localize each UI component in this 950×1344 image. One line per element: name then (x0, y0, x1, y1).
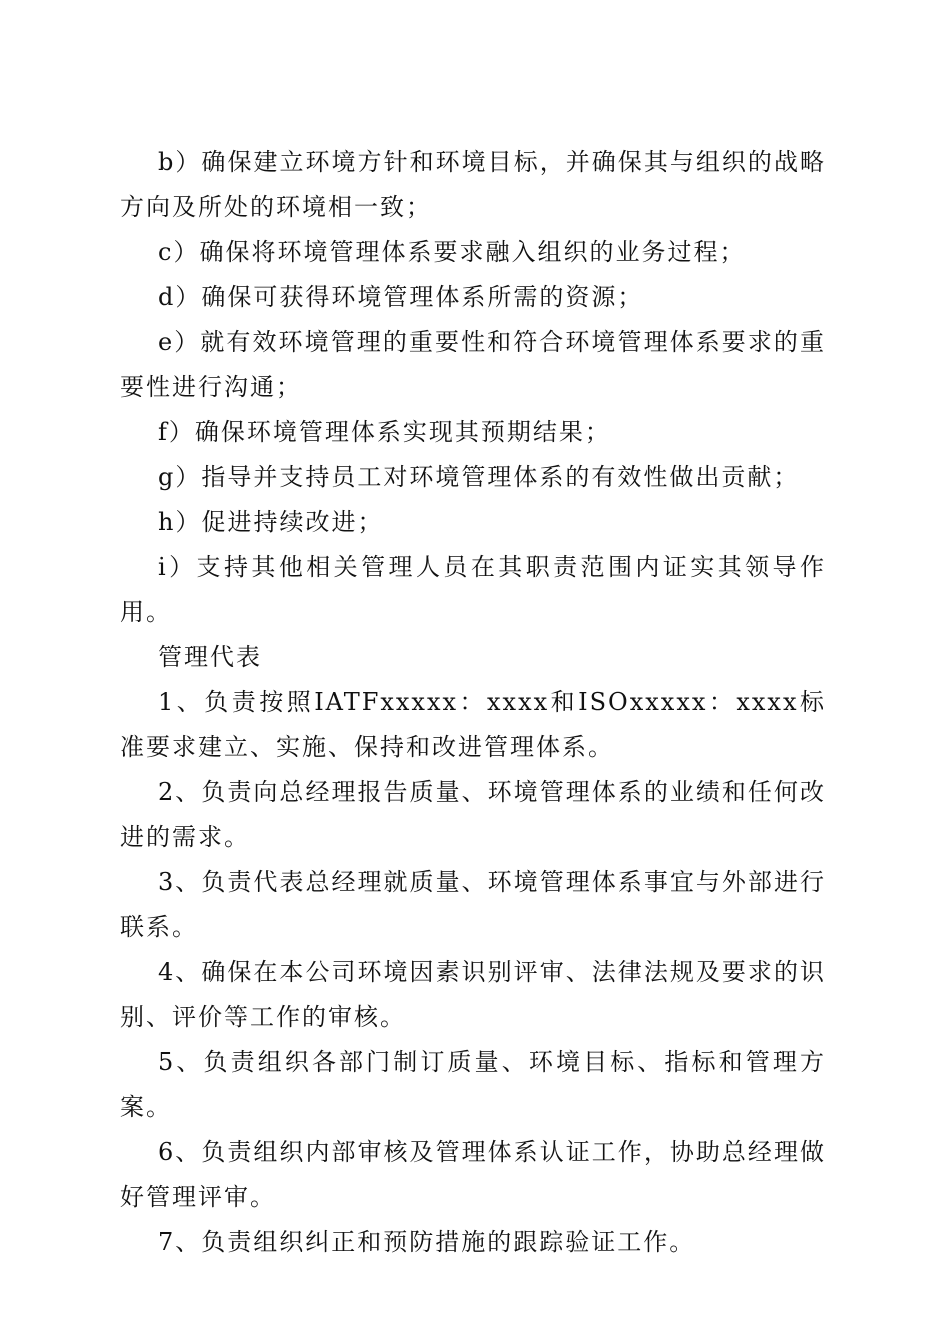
duty-item-1: 1、负责按照IATFxxxxx：xxxx和ISOxxxxx：xxxx标准要求建立、实施、保持和改进管理体系。 (120, 688, 826, 761)
paragraph-d: d）确保可获得环境管理体系所需的资源； (158, 283, 644, 311)
paragraph-i: i）支持其他相关管理人员在其职责范围内证实其领导作用。 (120, 553, 826, 626)
paragraph-f: f）确保环境管理体系实现其预期结果； (158, 418, 611, 446)
duty-item-6: 6、负责组织内部审核及管理体系认证工作，协助总经理做好管理评审。 (120, 1138, 826, 1211)
paragraph-c: c）确保将环境管理体系要求融入组织的业务过程； (158, 238, 746, 266)
paragraph-e: e）就有效环境管理的重要性和符合环境管理体系要求的重要性进行沟通； (120, 328, 826, 401)
duty-item-7: 7、负责组织纠正和预防措施的跟踪验证工作。 (158, 1228, 696, 1256)
paragraph-b: b）确保建立环境方针和环境目标，并确保其与组织的战略方向及所处的环境相一致； (120, 148, 826, 221)
paragraph-g: g）指导并支持员工对环境管理体系的有效性做出贡献； (158, 463, 800, 491)
section-heading-management-representative: 管理代表 (158, 643, 262, 671)
duty-item-2: 2、负责向总经理报告质量、环境管理体系的业绩和任何改进的需求。 (120, 778, 826, 851)
paragraph-h: h）促进持续改进； (158, 508, 384, 536)
document-body (120, 140, 826, 1265)
duty-item-5: 5、负责组织各部门制订质量、环境目标、指标和管理方案。 (120, 1048, 826, 1121)
duty-item-3: 3、负责代表总经理就质量、环境管理体系事宜与外部进行联系。 (120, 868, 826, 941)
duty-item-4: 4、确保在本公司环境因素识别评审、法律法规及要求的识别、评价等工作的审核。 (120, 958, 826, 1031)
